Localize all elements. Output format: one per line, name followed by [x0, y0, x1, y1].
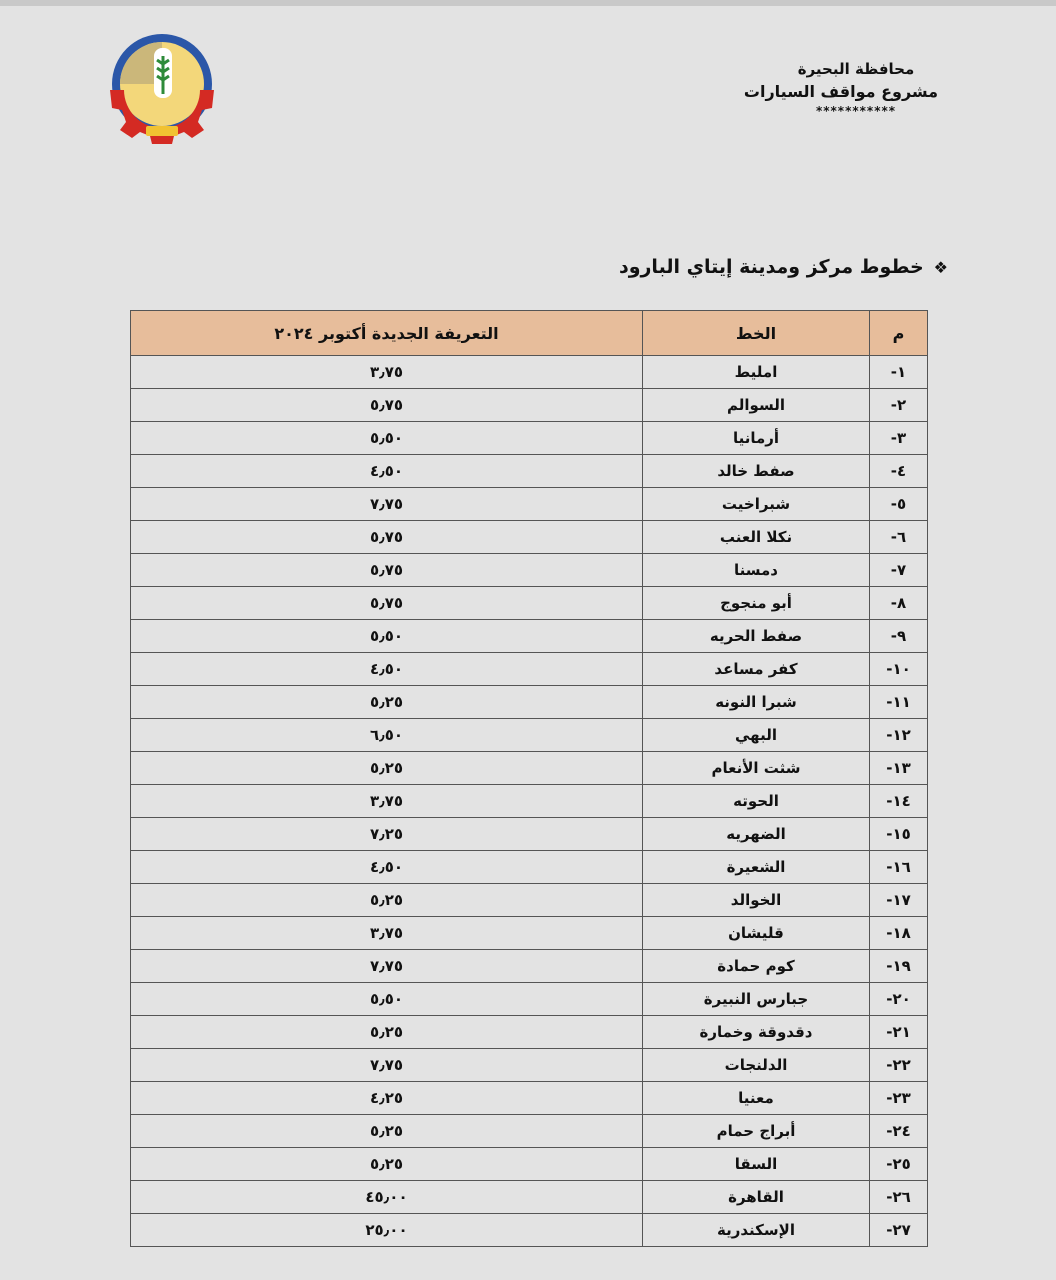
fare-value: ٦٫٥٠ [131, 719, 643, 752]
line-name: امليط [643, 356, 870, 389]
document-header [721, 58, 961, 118]
line-name: الحوته [643, 785, 870, 818]
row-number: ٣- [870, 422, 928, 455]
line-name: قليشان [643, 917, 870, 950]
row-number: ١- [870, 356, 928, 389]
fare-value: ٥٫٥٠ [131, 422, 643, 455]
row-number: ٢١- [870, 1016, 928, 1049]
table-row [131, 785, 928, 818]
fare-value: ٤٫٥٠ [131, 851, 643, 884]
fare-value: ٤٥٫٠٠ [131, 1181, 643, 1214]
fare-value: ٥٫٢٥ [131, 686, 643, 719]
fare-value: ٥٫٢٥ [131, 752, 643, 785]
fare-value: ٤٫٢٥ [131, 1082, 643, 1115]
section-title [619, 256, 948, 278]
line-name: الشعيرة [643, 851, 870, 884]
header-line: الخط [643, 311, 870, 356]
fare-value: ٣٫٧٥ [131, 785, 643, 818]
line-name: شثت الأنعام [643, 752, 870, 785]
fare-value: ٥٫٥٠ [131, 983, 643, 1016]
table-row [131, 1214, 928, 1247]
row-number: ١٥- [870, 818, 928, 851]
table-row [131, 983, 928, 1016]
fare-value: ٧٫٧٥ [131, 950, 643, 983]
header-fare: التعريفة الجديدة أكتوبر ٢٠٢٤ [131, 311, 643, 356]
table-header-row [131, 311, 928, 356]
line-name: شبراخيت [643, 488, 870, 521]
line-name: أبو منجوج [643, 587, 870, 620]
line-name: شبرا النونه [643, 686, 870, 719]
line-name: الضهريه [643, 818, 870, 851]
table-row [131, 752, 928, 785]
table-row [131, 587, 928, 620]
fare-value: ٥٫٢٥ [131, 884, 643, 917]
row-number: ١٦- [870, 851, 928, 884]
line-name: الإسكندرية [643, 1214, 870, 1247]
line-name: صفط الحريه [643, 620, 870, 653]
table-row [131, 1115, 928, 1148]
table-row [131, 620, 928, 653]
table-row [131, 488, 928, 521]
row-number: ١٢- [870, 719, 928, 752]
row-number: ١٣- [870, 752, 928, 785]
table-row [131, 1181, 928, 1214]
row-number: ١٩- [870, 950, 928, 983]
line-name: الدلنجات [643, 1049, 870, 1082]
line-name: أرمانيا [643, 422, 870, 455]
section-title-text: خطوط مركز ومدينة إيتاي البارود [618, 256, 924, 278]
table-row [131, 1016, 928, 1049]
project-name: مشروع مواقف السيارات [743, 82, 939, 101]
line-name: معنيا [643, 1082, 870, 1115]
line-name: جبارس النبيرة [643, 983, 870, 1016]
table-row [131, 1082, 928, 1115]
fare-value: ٥٫٢٥ [131, 1148, 643, 1181]
row-number: ١٤- [870, 785, 928, 818]
table-row [131, 686, 928, 719]
row-number: ١١- [870, 686, 928, 719]
row-number: ٢٧- [870, 1214, 928, 1247]
table-row [131, 1049, 928, 1082]
table-row [131, 818, 928, 851]
fare-value: ٤٫٥٠ [131, 653, 643, 686]
row-number: ١٨- [870, 917, 928, 950]
fare-value: ٢٥٫٠٠ [131, 1214, 643, 1247]
line-name: نكلا العنب [643, 521, 870, 554]
table-row [131, 884, 928, 917]
fare-value: ٥٫٧٥ [131, 521, 643, 554]
fare-value: ٥٫٧٥ [131, 554, 643, 587]
line-name: دقدوقة وخمارة [643, 1016, 870, 1049]
fare-value: ٧٫٢٥ [131, 818, 643, 851]
diamond-bullet-icon: ❖ [933, 257, 948, 277]
table-row [131, 455, 928, 488]
fare-value: ٧٫٧٥ [131, 488, 643, 521]
fare-value: ٧٫٧٥ [131, 1049, 643, 1082]
row-number: ١٧- [870, 884, 928, 917]
line-name: صفط خالد [643, 455, 870, 488]
line-name: البهي [643, 719, 870, 752]
row-number: ٥- [870, 488, 928, 521]
governorate-name: محافظة البحيرة [797, 60, 915, 78]
row-number: ٩- [870, 620, 928, 653]
table-row [131, 389, 928, 422]
line-name: كفر مساعد [643, 653, 870, 686]
table-row [131, 719, 928, 752]
fare-value: ٣٫٧٥ [131, 356, 643, 389]
table-row [131, 356, 928, 389]
row-number: ٢٣- [870, 1082, 928, 1115]
fare-value: ٥٫٥٠ [131, 620, 643, 653]
row-number: ٢٥- [870, 1148, 928, 1181]
top-strip [0, 0, 1056, 6]
table-row [131, 851, 928, 884]
table-row [131, 521, 928, 554]
line-name: السوالم [643, 389, 870, 422]
row-number: ٢٢- [870, 1049, 928, 1082]
row-number: ٨- [870, 587, 928, 620]
line-name: كوم حمادة [643, 950, 870, 983]
row-number: ٢٦- [870, 1181, 928, 1214]
fare-value: ٣٫٧٥ [131, 917, 643, 950]
row-number: ١٠- [870, 653, 928, 686]
table-row [131, 917, 928, 950]
row-number: ٢٠- [870, 983, 928, 1016]
fare-value: ٤٫٥٠ [131, 455, 643, 488]
fare-value: ٥٫٧٥ [131, 389, 643, 422]
header-separator: *********** [815, 104, 897, 118]
fare-value: ٥٫٢٥ [131, 1016, 643, 1049]
fare-table [130, 310, 928, 1247]
table-row [131, 554, 928, 587]
line-name: أبراج حمام [643, 1115, 870, 1148]
table-row [131, 422, 928, 455]
fare-value: ٥٫٢٥ [131, 1115, 643, 1148]
row-number: ٢- [870, 389, 928, 422]
fare-value: ٥٫٧٥ [131, 587, 643, 620]
line-name: القاهرة [643, 1181, 870, 1214]
row-number: ٦- [870, 521, 928, 554]
row-number: ٧- [870, 554, 928, 587]
row-number: ٢٤- [870, 1115, 928, 1148]
table-row [131, 1148, 928, 1181]
line-name: دمسنا [643, 554, 870, 587]
table-row [131, 653, 928, 686]
line-name: السقا [643, 1148, 870, 1181]
row-number: ٤- [870, 455, 928, 488]
header-num: م [870, 311, 928, 356]
table-row [131, 950, 928, 983]
governorate-logo [104, 30, 220, 146]
line-name: الخوالد [643, 884, 870, 917]
